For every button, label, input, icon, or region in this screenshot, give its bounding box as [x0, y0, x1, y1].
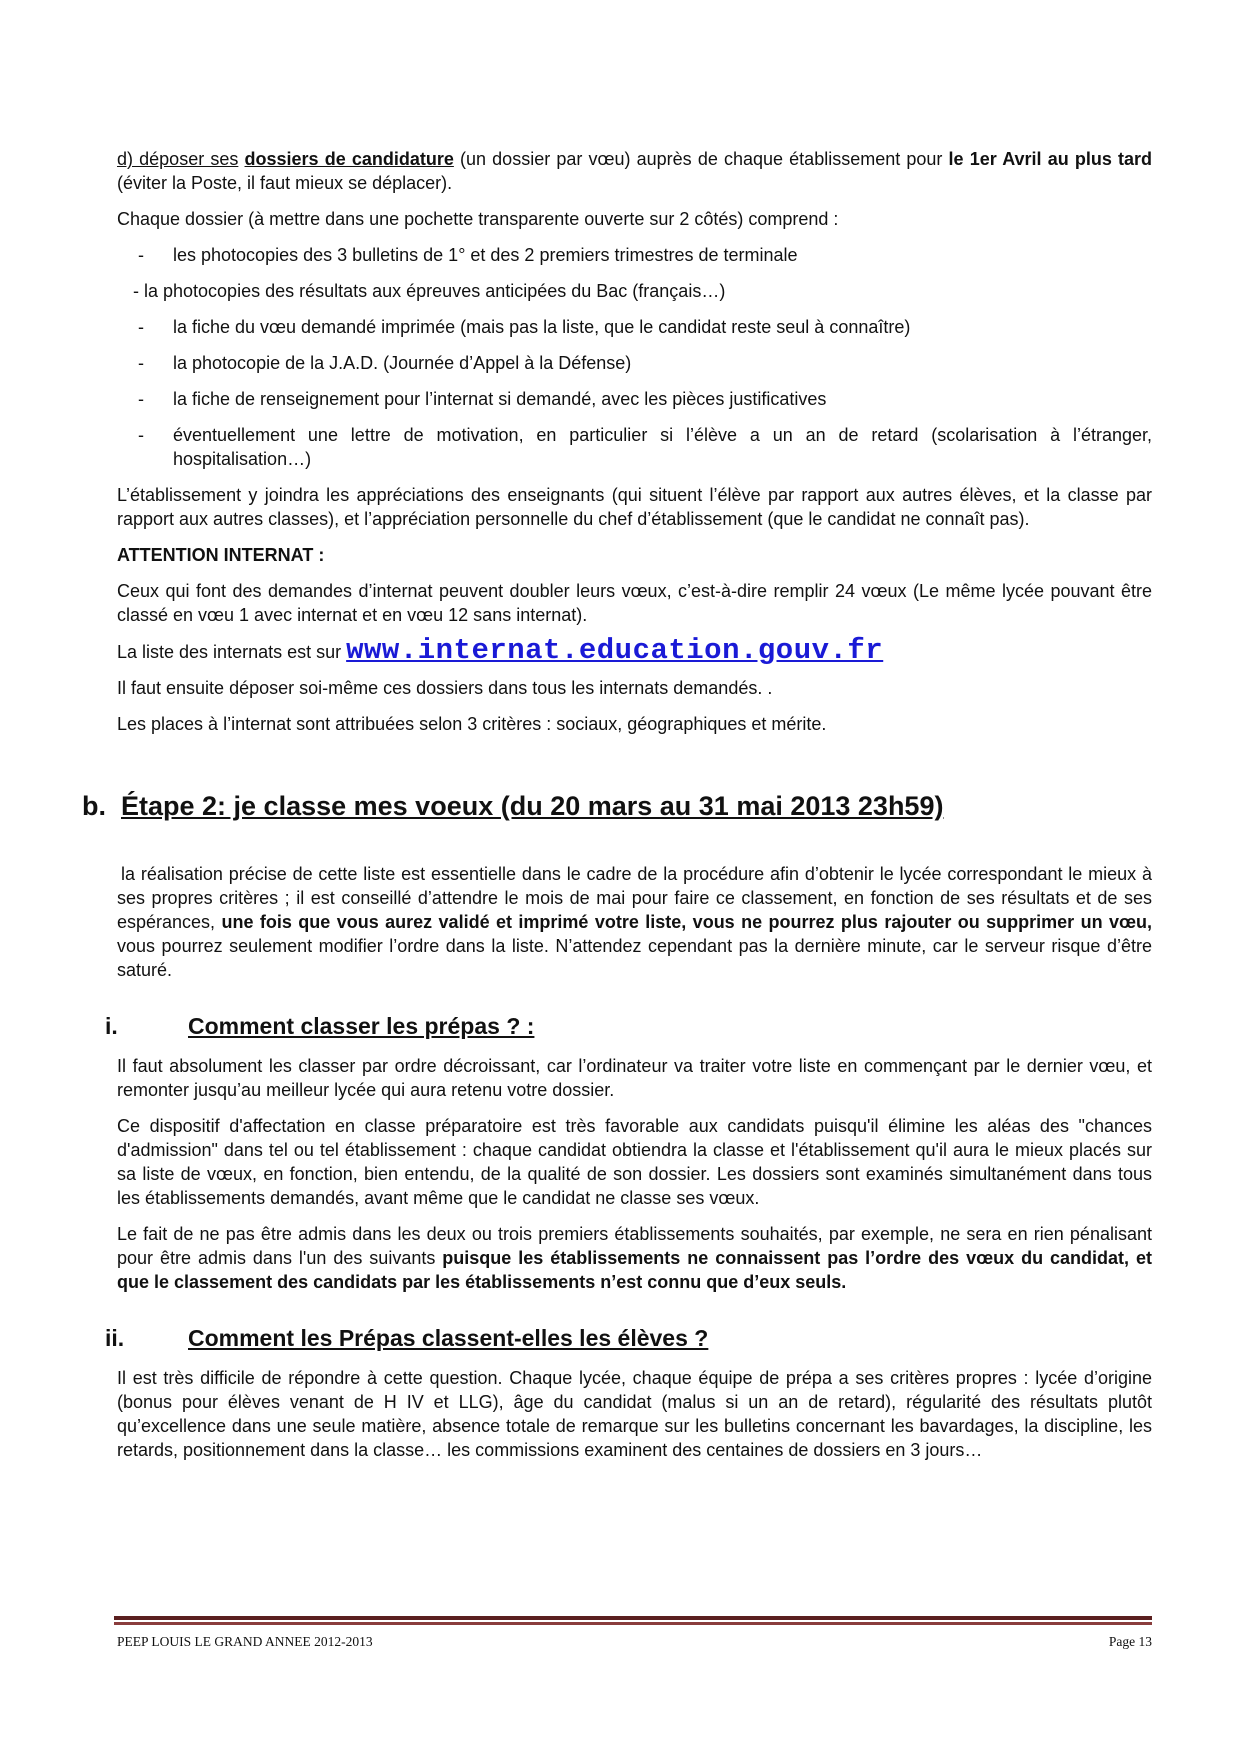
step2-text1: la réalisation précise de cette liste est essentielle dans le cadre de la procédure afin d’obtenir le lycée correspondant le mieux à ses propres critères ; il est conseillé d’attendre le mois de mai pour faire ce classement, en fonction de ses résultats et de ses espérances,: [117, 864, 1152, 932]
dash-bullet: -: [138, 389, 144, 409]
section-d-text2: (éviter la Poste, il faut mieux se déplacer).: [117, 173, 453, 193]
section-d-paragraph: [117, 147, 1152, 195]
dash-bullet: -: [138, 245, 144, 265]
list-item-text: - la photocopies des résultats aux épreuves anticipées du Bac (français…): [133, 281, 726, 301]
sub-i-p3: [117, 1222, 1152, 1294]
list-item: [117, 279, 1152, 303]
step2-bold: une fois que vous aurez validé et imprimé votre liste, vous ne pourrez plus rajouter ou supprimer un vœu,: [221, 912, 1152, 932]
sub-i-title: Comment classer les prépas ? :: [188, 1013, 535, 1039]
footer-page-number: Page 13: [1108, 1634, 1152, 1649]
attention-internat-heading: [117, 543, 1152, 567]
sub-ii-heading: [105, 1324, 1152, 1352]
footer-left-text: PEEP LOUIS LE GRAND ANNEE 2012-2013: [117, 1634, 373, 1649]
sub-ii-title: Comment les Prépas classent-elles les élèves ?: [188, 1325, 709, 1351]
places-paragraph: Les places à l’internat sont attribuées selon 3 critères : sociaux, géographiques et mérite.: [117, 714, 827, 734]
internat-url-link[interactable]: www.internat.education.gouv.fr: [346, 634, 884, 667]
list-item-text: la fiche de renseignement pour l’internat si demandé, avec les pièces justificatives: [173, 389, 827, 409]
sub-i-heading: [105, 1012, 1152, 1040]
list-item: [117, 351, 1152, 375]
section-d-prefix: d) déposer ses: [117, 149, 239, 169]
step2-title: Étape 2: je classe mes voeux (du 20 mars au 31 mai 2013 23h59): [121, 791, 944, 821]
step2-text2: vous pourrez seulement modifier l’ordre dans la liste. N’attendez cependant pas la dernière minute, car le serveur risque d’être saturé.: [117, 936, 1152, 980]
dossier-list: [117, 243, 1152, 471]
deposer-paragraph: Il faut ensuite déposer soi-même ces dossiers dans tous les internats demandés. .: [117, 678, 773, 698]
dossier-intro: Chaque dossier (à mettre dans une pochette transparente ouverte sur 2 côtés) comprend :: [117, 209, 839, 229]
sub-ii-num: ii.: [105, 1325, 125, 1351]
dash-bullet: -: [138, 317, 144, 337]
step2-paragraph: [117, 862, 1152, 982]
sub-i-p1: Il faut absolument les classer par ordre décroissant, car l’ordinateur va traiter votre liste en commençant par le dernier vœu, et remonter jusqu’au meilleur lycée qui aura retenu votre dossier.: [117, 1056, 1152, 1100]
etablissement-paragraph: L’établissement y joindra les appréciations des enseignants (qui situent l’élève par rapport aux autres élèves, et la classe par rapport aux autres classes), et l’appréciation personnelle du chef d’établissement (que le candidat ne connaît pas).: [117, 485, 1152, 529]
sub-i-p3-bold: puisque les établissements ne connaissent pas l’ordre des vœux du candidat, et que le classement des candidats par les établissements n’est connu que d’eux seuls.: [117, 1248, 1152, 1292]
section-d-text1: (un dossier par vœu) auprès de chaque établissement pour: [453, 149, 949, 169]
list-item-text: les photocopies des 3 bulletins de 1° et des 2 premiers trimestres de terminale: [173, 245, 798, 265]
section-d-bold-title: dossiers de candidature: [244, 149, 454, 169]
section-d-bold-date: le 1er Avril au plus tard: [948, 149, 1152, 169]
sub-ii-p1: Il est très difficile de répondre à cette question. Chaque lycée, chaque équipe de prépa a ses critères propres : lycée d’origine (bonus pour élèves venant de H IV et LLG), âge du candidat (malus si un an de retard), régularité des résultats plutôt qu’excellence dans une seule matière, absence totale de remarque sur les bulletins concernant les bavardages, la discipline, les retards, positionnement dans la classe… les commissions examinent des centaines de dossiers en 3 jours…: [117, 1368, 1152, 1460]
attention-title: ATTENTION INTERNAT :: [117, 545, 325, 565]
sub-i-p3-text: Le fait de ne pas être admis dans les deux ou trois premiers établissements souhaités, par exemple, ne sera en rien pénalisant pour être admis dans l'un des suivants: [117, 1224, 1152, 1268]
internat-list-prefix: La liste des internats est sur: [117, 642, 347, 662]
list-item: [117, 315, 1152, 339]
list-item: [117, 243, 1152, 267]
step2-letter: b.: [82, 791, 106, 821]
internat-paragraph: Ceux qui font des demandes d’internat peuvent doubler leurs vœux, c’est-à-dire remplir 24 vœux (Le même lycée pouvant être classé en vœu 1 avec internat et en vœu 12 sans internat).: [117, 581, 1152, 625]
page-content: [82, 147, 1152, 1474]
step2-heading: [82, 790, 1152, 822]
list-item-text: la photocopie de la J.A.D. (Journée d’Appel à la Défense): [173, 353, 632, 373]
internat-list-line: [117, 634, 1152, 667]
list-item: [117, 387, 1152, 411]
list-item-text: la fiche du vœu demandé imprimée (mais pas la liste, que le candidat reste seul à connaître): [173, 317, 911, 337]
dash-bullet: -: [138, 353, 144, 373]
list-item-text: éventuellement une lettre de motivation, en particulier si l’élève a un an de retard (scolarisation à l’étranger, hospitalisation…): [173, 425, 1152, 469]
footer-divider: [114, 1616, 1152, 1622]
list-item: [117, 423, 1152, 471]
sub-i-p2: Ce dispositif d'affectation en classe préparatoire est très favorable aux candidats puisqu'il élimine les aléas des "chances d'admission" dans tel ou tel établissement : chaque candidat obtiendra la classe et l'établissement qu'il aura le mieux placés sur sa liste de vœux, en fonction, bien entendu, de la qualité de son dossier. Les dossiers sont examinés simultanément dans tous les établissements demandés, avant même que le candidat ne classe ses vœux.: [117, 1116, 1152, 1208]
sub-i-num: i.: [105, 1013, 118, 1039]
dash-bullet: -: [138, 425, 144, 445]
